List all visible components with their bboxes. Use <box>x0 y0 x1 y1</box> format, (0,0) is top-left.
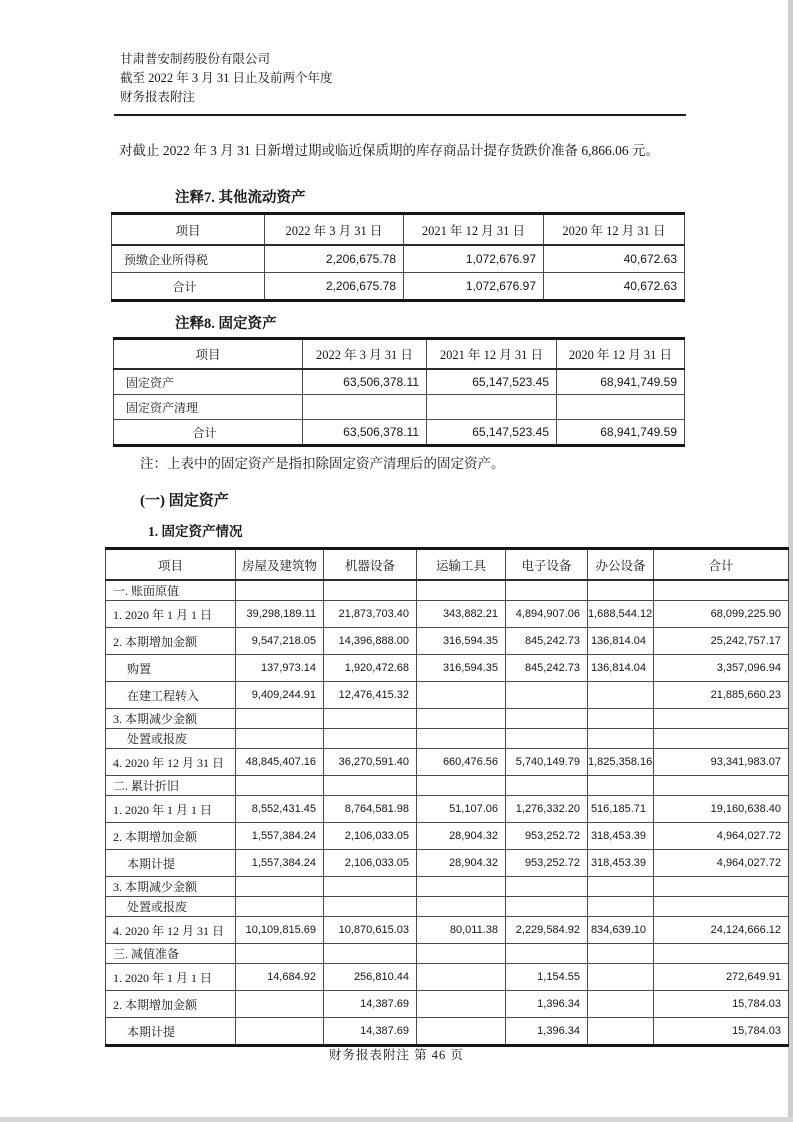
note7-table-container <box>111 212 684 302</box>
value-cell: 137,973.14 <box>236 655 324 682</box>
table-row <box>114 395 685 420</box>
value-cell <box>506 776 588 796</box>
document-header <box>120 50 333 107</box>
table-row <box>106 823 789 850</box>
value-cell: 39,298,189.11 <box>236 601 324 628</box>
value-cell <box>588 776 654 796</box>
value-cell: 660,476.56 <box>417 749 506 776</box>
table-row <box>114 369 685 395</box>
value-cell <box>654 944 789 964</box>
value-cell: 4,894,907.06 <box>506 601 588 628</box>
value-cell: 68,099,225.90 <box>654 601 789 628</box>
value-cell <box>324 877 417 897</box>
header-row <box>112 214 685 246</box>
value-cell <box>236 709 324 729</box>
value-cell: 2,106,033.05 <box>324 823 417 850</box>
section-title-fixed-assets: (一) 固定资产 <box>140 493 229 509</box>
row-label-cell: 2. 本期增加金额 <box>106 991 236 1018</box>
value-cell: 1,276,332.20 <box>506 796 588 823</box>
value-cell: 68,941,749.59 <box>557 369 685 395</box>
value-cell: 316,594.35 <box>417 628 506 655</box>
value-cell: 51,107.06 <box>417 796 506 823</box>
note7-title: 注释7. 其他流动资产 <box>175 190 306 206</box>
fixed-assets-detail-table-container <box>105 547 788 1047</box>
value-cell <box>588 580 654 601</box>
value-cell <box>588 729 654 749</box>
table-row <box>106 655 789 682</box>
value-cell: 1,154.55 <box>506 964 588 991</box>
value-cell <box>417 729 506 749</box>
value-cell: 36,270,591.40 <box>324 749 417 776</box>
value-cell: 9,409,244.91 <box>236 682 324 709</box>
table-row <box>114 420 685 446</box>
note8-footnote: 注：上表中的固定资产是指扣除固定资产清理后的固定资产。 <box>140 456 505 471</box>
value-cell <box>417 580 506 601</box>
value-cell <box>417 682 506 709</box>
table-row <box>106 776 789 796</box>
value-cell: 2,106,033.05 <box>324 850 417 877</box>
value-cell <box>506 709 588 729</box>
value-cell <box>654 580 789 601</box>
table-row <box>106 1018 789 1046</box>
value-cell: 80,011.38 <box>417 917 506 944</box>
value-cell: 318,453.39 <box>588 823 654 850</box>
value-cell <box>324 729 417 749</box>
table-row <box>106 628 789 655</box>
value-cell: 3,357,096.94 <box>654 655 789 682</box>
value-cell <box>324 897 417 917</box>
fixed-assets-summary-table <box>113 337 685 447</box>
row-label-cell: 本期计提 <box>106 850 236 877</box>
row-label-cell: 合计 <box>112 273 265 301</box>
value-cell: 318,453.39 <box>588 850 654 877</box>
value-cell <box>588 709 654 729</box>
table-row <box>106 944 789 964</box>
table-row <box>106 682 789 709</box>
value-cell: 953,252.72 <box>506 850 588 877</box>
row-label-cell: 固定资产 <box>114 369 303 395</box>
row-label-cell: 1. 2020 年 1 月 1 日 <box>106 796 236 823</box>
value-cell <box>427 395 557 420</box>
value-cell: 1,072,676.97 <box>404 273 544 301</box>
value-cell: 93,341,983.07 <box>654 749 789 776</box>
value-cell: 65,147,523.45 <box>427 420 557 446</box>
value-cell: 2,206,675.78 <box>265 245 404 273</box>
value-cell: 4,964,027.72 <box>654 823 789 850</box>
column-header: 项目 <box>106 549 236 581</box>
table-row <box>106 729 789 749</box>
value-cell: 953,252.72 <box>506 823 588 850</box>
value-cell: 136,814.04 <box>588 655 654 682</box>
value-cell: 63,506,378.11 <box>303 420 427 446</box>
row-label-cell: 处置或报废 <box>106 729 236 749</box>
value-cell: 14,387.69 <box>324 991 417 1018</box>
page-edge-shadow-bottom <box>0 1117 793 1122</box>
row-label-cell: 购置 <box>106 655 236 682</box>
intro-paragraph: 对截止 2022 年 3 月 31 日新增过期或临近保质期的库存商品计提存货跌价准备 6,866.06 元。 <box>119 143 659 158</box>
row-label-cell: 4. 2020 年 12 月 31 日 <box>106 749 236 776</box>
value-cell: 1,396.34 <box>506 991 588 1018</box>
reporting-period-line: 截至 2022 年 3 月 31 日止及前两个年度 <box>120 71 333 85</box>
value-cell: 24,124,666.12 <box>654 917 789 944</box>
value-cell: 15,784.03 <box>654 1018 789 1046</box>
table-row <box>106 897 789 917</box>
subsection-title-fixed-assets-detail: 1. 固定资产情况 <box>148 524 243 539</box>
document-type-line: 财务报表附注 <box>120 90 196 104</box>
value-cell: 834,639.10 <box>588 917 654 944</box>
value-cell: 1,396.34 <box>506 1018 588 1046</box>
other-current-assets-table <box>111 212 685 302</box>
header-row <box>106 549 789 581</box>
value-cell: 63,506,378.11 <box>303 369 427 395</box>
value-cell <box>506 897 588 917</box>
value-cell <box>417 897 506 917</box>
table-row <box>106 796 789 823</box>
value-cell: 10,870,615.03 <box>324 917 417 944</box>
value-cell <box>506 877 588 897</box>
value-cell <box>417 991 506 1018</box>
value-cell: 1,688,544.12 <box>588 601 654 628</box>
row-label-cell: 处置或报废 <box>106 897 236 917</box>
value-cell: 21,873,703.40 <box>324 601 417 628</box>
table-row <box>106 580 789 601</box>
value-cell: 1,920,472.68 <box>324 655 417 682</box>
value-cell: 28,904.32 <box>417 850 506 877</box>
value-cell: 40,672.63 <box>544 273 685 301</box>
value-cell <box>303 395 427 420</box>
page-footer: 财务报表附注 第 46 页 <box>329 1048 464 1062</box>
row-label-cell: 一. 账面原值 <box>106 580 236 601</box>
value-cell: 28,904.32 <box>417 823 506 850</box>
table-row <box>106 709 789 729</box>
value-cell: 19,160,638.40 <box>654 796 789 823</box>
value-cell <box>324 776 417 796</box>
header-divider-rule <box>114 114 686 116</box>
value-cell: 40,672.63 <box>544 245 685 273</box>
value-cell <box>236 991 324 1018</box>
column-header: 2022 年 3 月 31 日 <box>303 339 427 370</box>
value-cell <box>654 709 789 729</box>
value-cell <box>236 877 324 897</box>
row-label-cell: 预缴企业所得税 <box>112 245 265 273</box>
value-cell <box>236 580 324 601</box>
column-header: 2021 年 12 月 31 日 <box>427 339 557 370</box>
value-cell <box>236 944 324 964</box>
value-cell <box>588 682 654 709</box>
column-header: 2022 年 3 月 31 日 <box>265 214 404 246</box>
value-cell: 68,941,749.59 <box>557 420 685 446</box>
value-cell <box>236 897 324 917</box>
table-row <box>106 749 789 776</box>
value-cell <box>654 877 789 897</box>
row-label-cell: 1. 2020 年 1 月 1 日 <box>106 601 236 628</box>
value-cell: 1,557,384.24 <box>236 823 324 850</box>
value-cell <box>236 729 324 749</box>
value-cell: 1,825,358.16 <box>588 749 654 776</box>
column-header: 2020 年 12 月 31 日 <box>557 339 685 370</box>
value-cell: 21,885,660.23 <box>654 682 789 709</box>
company-name: 甘肃普安制药股份有限公司 <box>120 52 271 66</box>
column-header: 机器设备 <box>324 549 417 581</box>
row-label-cell: 二. 累计折旧 <box>106 776 236 796</box>
value-cell <box>588 897 654 917</box>
column-header: 项目 <box>114 339 303 370</box>
table-row <box>106 991 789 1018</box>
value-cell <box>324 709 417 729</box>
value-cell <box>417 709 506 729</box>
value-cell: 4,964,027.72 <box>654 850 789 877</box>
value-cell: 316,594.35 <box>417 655 506 682</box>
value-cell: 10,109,815.69 <box>236 917 324 944</box>
note8-table-container <box>113 337 684 447</box>
value-cell: 9,547,218.05 <box>236 628 324 655</box>
table-row <box>106 850 789 877</box>
value-cell <box>654 776 789 796</box>
column-header: 办公设备 <box>588 549 654 581</box>
row-label-cell: 1. 2020 年 1 月 1 日 <box>106 964 236 991</box>
row-label-cell: 2. 本期增加金额 <box>106 628 236 655</box>
column-header: 2020 年 12 月 31 日 <box>544 214 685 246</box>
table-row <box>106 964 789 991</box>
header-row <box>114 339 685 370</box>
value-cell <box>417 964 506 991</box>
value-cell <box>324 944 417 964</box>
value-cell: 14,387.69 <box>324 1018 417 1046</box>
value-cell <box>557 395 685 420</box>
row-label-cell: 3. 本期减少金额 <box>106 709 236 729</box>
column-header: 合计 <box>654 549 789 581</box>
value-cell: 272,649.91 <box>654 964 789 991</box>
value-cell <box>236 1018 324 1046</box>
value-cell <box>506 580 588 601</box>
value-cell: 845,242.73 <box>506 628 588 655</box>
value-cell: 25,242,757.17 <box>654 628 789 655</box>
table-row <box>106 917 789 944</box>
value-cell <box>588 1018 654 1046</box>
row-label-cell: 三. 减值准备 <box>106 944 236 964</box>
column-header: 房屋及建筑物 <box>236 549 324 581</box>
table-row <box>106 877 789 897</box>
value-cell: 845,242.73 <box>506 655 588 682</box>
column-header: 2021 年 12 月 31 日 <box>404 214 544 246</box>
row-label-cell: 合计 <box>114 420 303 446</box>
row-label-cell: 在建工程转入 <box>106 682 236 709</box>
row-label-cell: 固定资产清理 <box>114 395 303 420</box>
row-label-cell: 2. 本期增加金额 <box>106 823 236 850</box>
value-cell <box>324 580 417 601</box>
column-header: 电子设备 <box>506 549 588 581</box>
value-cell <box>417 1018 506 1046</box>
value-cell <box>588 964 654 991</box>
column-header: 运输工具 <box>417 549 506 581</box>
row-label-cell: 3. 本期减少金额 <box>106 877 236 897</box>
value-cell <box>417 944 506 964</box>
value-cell: 15,784.03 <box>654 991 789 1018</box>
table-row <box>106 601 789 628</box>
row-label-cell: 本期计提 <box>106 1018 236 1046</box>
value-cell <box>506 682 588 709</box>
value-cell: 1,072,676.97 <box>404 245 544 273</box>
value-cell: 1,557,384.24 <box>236 850 324 877</box>
table-row <box>112 245 685 273</box>
value-cell: 12,476,415.32 <box>324 682 417 709</box>
value-cell: 136,814.04 <box>588 628 654 655</box>
row-label-cell: 4. 2020 年 12 月 31 日 <box>106 917 236 944</box>
value-cell <box>506 729 588 749</box>
fixed-assets-detail-table <box>105 547 789 1047</box>
value-cell: 343,882.21 <box>417 601 506 628</box>
value-cell: 8,552,431.45 <box>236 796 324 823</box>
value-cell: 516,185.71 <box>588 796 654 823</box>
note8-title: 注释8. 固定资产 <box>175 316 277 332</box>
value-cell: 2,206,675.78 <box>265 273 404 301</box>
value-cell: 65,147,523.45 <box>427 369 557 395</box>
value-cell <box>588 991 654 1018</box>
value-cell: 2,229,584.92 <box>506 917 588 944</box>
value-cell: 256,810.44 <box>324 964 417 991</box>
value-cell: 14,396,888.00 <box>324 628 417 655</box>
value-cell <box>654 729 789 749</box>
value-cell <box>236 776 324 796</box>
value-cell: 48,845,407.16 <box>236 749 324 776</box>
value-cell <box>417 877 506 897</box>
value-cell <box>588 877 654 897</box>
value-cell <box>654 897 789 917</box>
value-cell <box>417 776 506 796</box>
table-row <box>112 273 685 301</box>
value-cell: 8,764,581.98 <box>324 796 417 823</box>
value-cell <box>588 944 654 964</box>
value-cell <box>506 944 588 964</box>
value-cell: 5,740,149.79 <box>506 749 588 776</box>
column-header: 项目 <box>112 214 265 246</box>
value-cell: 14,684.92 <box>236 964 324 991</box>
